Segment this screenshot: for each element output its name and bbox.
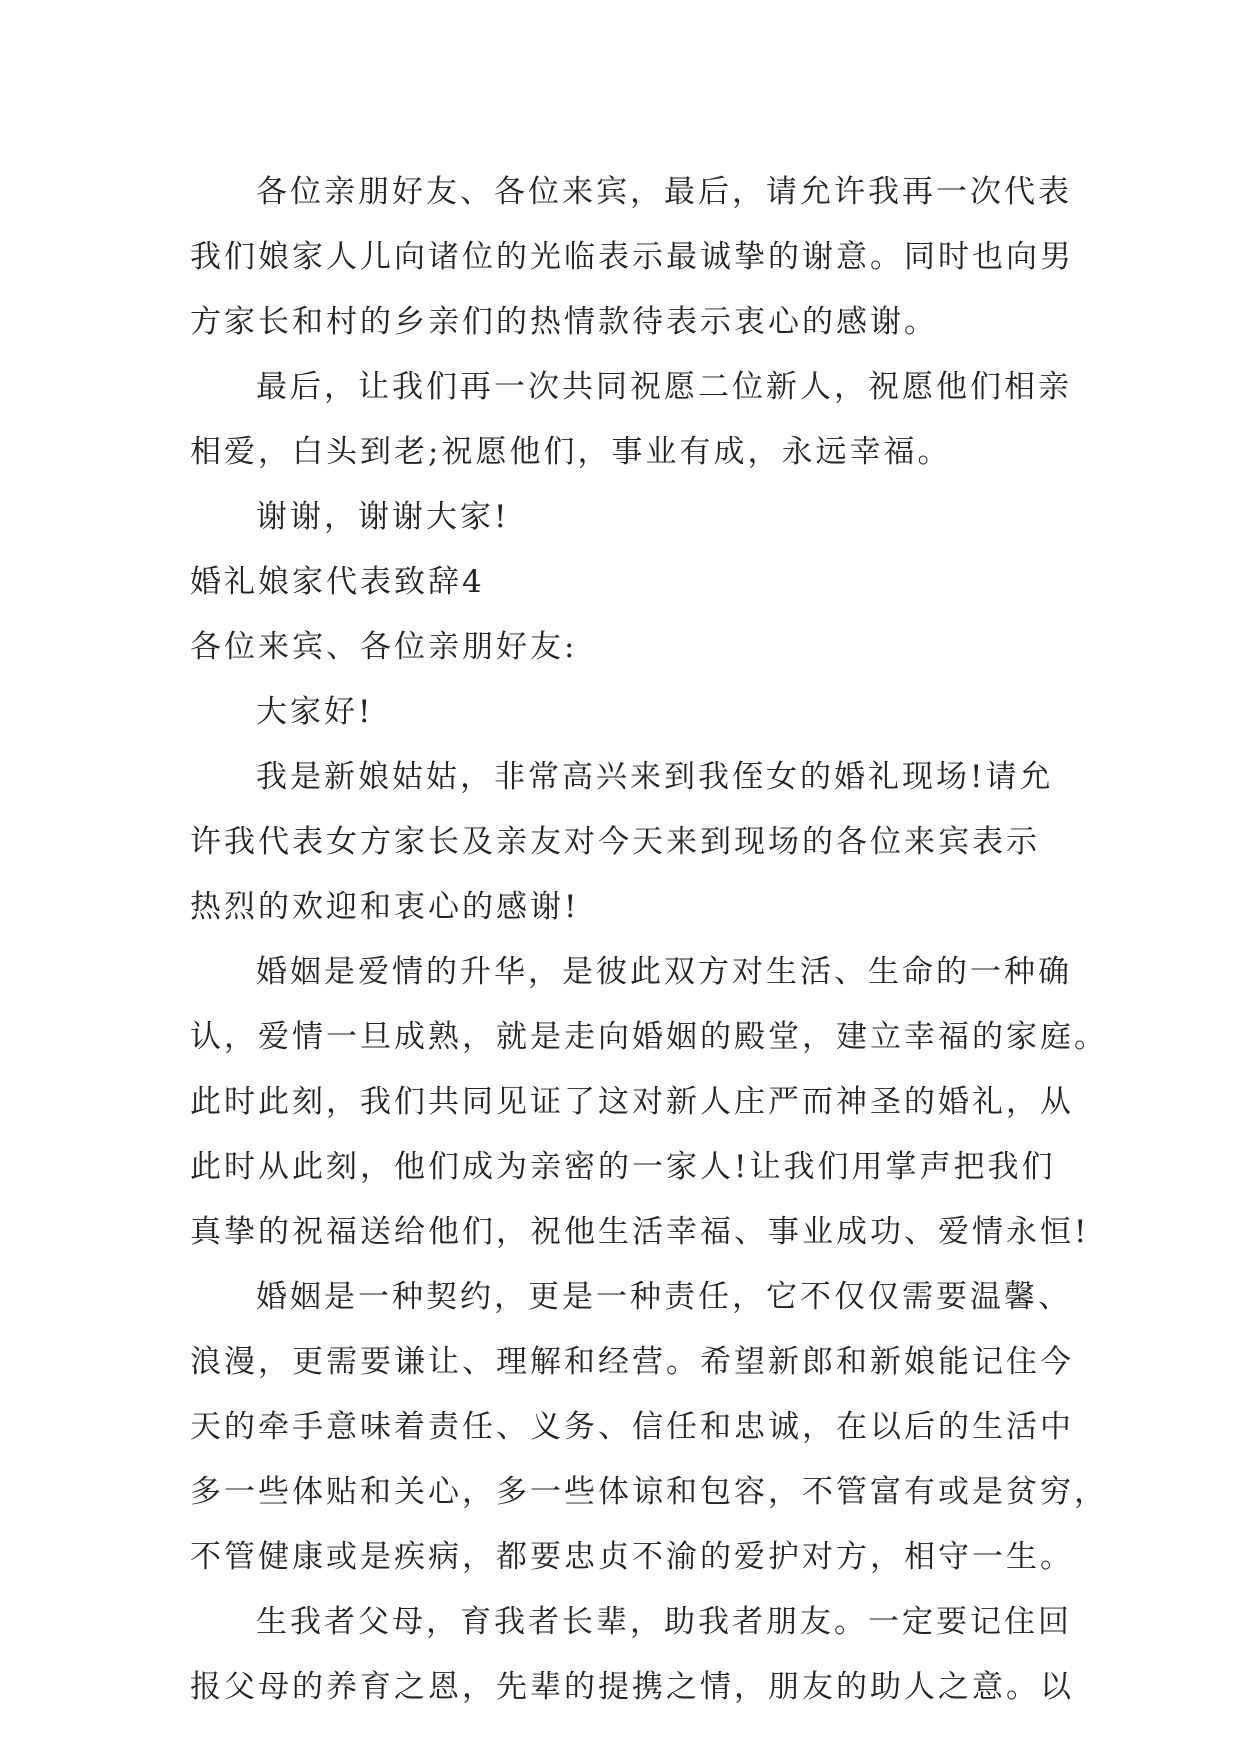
text-line: 最后，让我们再一次共同祝愿二位新人，祝愿他们相亲 [256,369,1072,405]
text-line: 不管健康或是疾病，都要忠贞不渝的爱护对方，相守一生。 [190,1539,1074,1575]
document-body [190,160,1108,1720]
text-line: 多一些体贴和关心，多一些体谅和包容，不管富有或是贫穷， [190,1474,1108,1510]
text-line: 生我者父母，育我者长辈，助我者朋友。一定要记住回 [256,1604,1072,1640]
text-line: 报父母的养育之恩，先辈的提携之情，朋友的助人之意。以 [190,1669,1074,1705]
text-line: 此时此刻，我们共同见证了这对新人庄严而神圣的婚礼，从 [190,1084,1074,1120]
text-line: 天的牵手意味着责任、义务、信任和忠诚，在以后的生活中 [190,1409,1074,1445]
text-line: 真挚的祝福送给他们，祝他生活幸福、事业成功、爱情永恒! [190,1214,1090,1250]
text-line: 婚姻是一种契约，更是一种责任，它不仅仅需要温馨、 [256,1279,1072,1315]
text-line: 认，爱情一旦成熟，就是走向婚姻的殿堂，建立幸福的家庭。 [190,1019,1108,1055]
text-line: 许我代表女方家长及亲友对今天来到现场的各位来宾表示 [190,824,1040,860]
text-line: 婚姻是爱情的升华，是彼此双方对生活、生命的一种确 [256,954,1072,990]
salutation: 各位来宾、各位亲朋好友: [190,629,578,665]
section-title: 婚礼娘家代表致辞4 [190,564,485,600]
text-line: 相爱，白头到老;祝愿他们，事业有成，永远幸福。 [190,434,952,470]
text-line: 热烈的欢迎和衷心的感谢! [190,889,580,925]
greeting: 大家好! [256,694,374,730]
text-line: 谢谢，谢谢大家! [256,499,510,535]
text-line: 此时从此刻，他们成为亲密的一家人!让我们用掌声把我们 [190,1149,1056,1185]
text-line: 我是新娘姑姑，非常高兴来到我侄女的婚礼现场!请允 [256,759,1054,795]
text-line: 各位亲朋好友、各位来宾，最后，请允许我再一次代表 [256,174,1072,210]
text-line: 浪漫，更需要谦让、理解和经营。希望新郎和新娘能记住今 [190,1344,1074,1380]
text-line: 方家长和村的乡亲们的热情款待表示衷心的感谢。 [190,304,938,340]
text-line: 我们娘家人儿向诸位的光临表示最诚挚的谢意。同时也向男 [190,239,1074,275]
